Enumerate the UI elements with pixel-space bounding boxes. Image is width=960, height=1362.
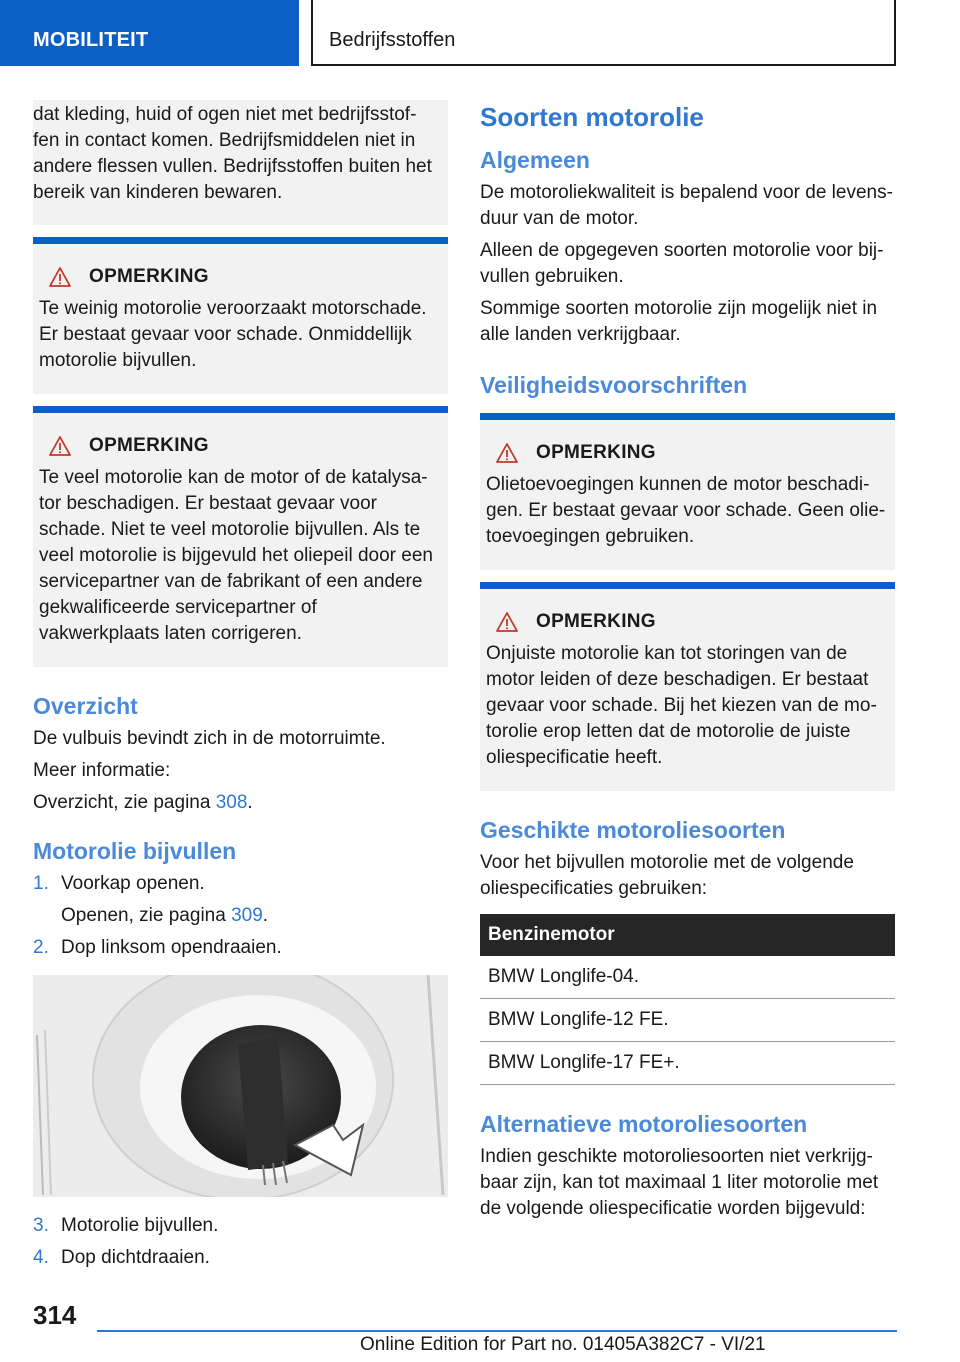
section-heading: Overzicht <box>33 693 138 719</box>
step-list <box>33 1213 448 1271</box>
warning-box <box>480 582 895 791</box>
paragraph: De motoroliekwaliteit is bepalend voor de levens-duur van de motor. <box>480 182 893 229</box>
paragraph: Meer informatie: <box>33 760 171 781</box>
overview-section <box>33 693 448 816</box>
page-number: 314 <box>33 1300 77 1330</box>
warning-icon <box>49 436 71 456</box>
warning-title: OPMERKING <box>536 442 656 463</box>
safety-section <box>480 372 895 791</box>
section-tab: MOBILITEIT <box>0 0 299 66</box>
warning-title: OPMERKING <box>89 266 209 287</box>
edition-note: Online Edition for Part no. 01405A382C7 - VI/21 <box>360 1334 766 1355</box>
page-link[interactable]: 309 <box>231 905 263 926</box>
suitable-oils-section <box>480 817 895 1085</box>
section-heading: Algemeen <box>480 147 590 173</box>
section-heading: Alternatieve motoroliesoorten <box>480 1111 808 1137</box>
table-row: BMW Longlife-12 FE. <box>480 999 895 1042</box>
oil-spec-table <box>480 914 895 1085</box>
step-number: 1. <box>33 873 49 894</box>
paragraph: Indien geschikte motoroliesoorten niet verkrijg-baar zijn, kan tot maximaal 1 liter motorolie met de volgende oliespecificatie worden bijgevuld: <box>480 1146 879 1219</box>
warning-body: Te veel motorolie kan de motor of de katalysa-tor beschadigen. Er bestaat gevaar voor schade. Niet te veel motorolie bijvullen. Als te veel motorolie is bijgevuld het oliepeil door een servicepartner van de fabrikant of een andere gekwalificeerde servicepartner of vakwerkplaats laten corrigeren. <box>39 467 433 644</box>
section-heading: Motorolie bijvullen <box>33 838 237 864</box>
warning-title: OPMERKING <box>89 435 209 456</box>
list-item: 4. Dop dichtdraaien. <box>33 1245 448 1271</box>
warning-icon <box>496 612 518 632</box>
step-number: 3. <box>33 1215 49 1236</box>
oil-cap-photo <box>33 975 448 1197</box>
warning-box <box>33 237 448 394</box>
warning-title: OPMERKING <box>536 611 656 632</box>
warning-body: Olietoevoegingen kunnen de motor beschadi-gen. Er bestaat gevaar voor schade. Geen olie-toevoegingen gebruiken. <box>486 474 886 547</box>
warning-box <box>33 406 448 667</box>
chapter-title: Bedrijfsstoffen <box>311 0 896 66</box>
table-row: BMW Longlife-04. <box>480 956 895 999</box>
table-row: BMW Longlife-17 FE+. <box>480 1042 895 1085</box>
step-list <box>33 871 448 961</box>
step-number: 2. <box>33 937 49 958</box>
page-header <box>0 0 960 66</box>
warning-body: Te weinig motorolie veroorzaakt motorschade. Er bestaat gevaar voor schade. Onmiddellijk motorolie bijvullen. <box>39 298 427 371</box>
oil-cap-illustration <box>33 975 448 1197</box>
list-item: 2. Dop linksom opendraaien. <box>33 935 448 961</box>
left-column <box>33 100 448 1277</box>
refill-section <box>33 838 448 1271</box>
alternative-oils-section <box>480 1111 895 1222</box>
general-section <box>480 147 895 348</box>
warning-box <box>480 413 895 570</box>
paragraph: Overzicht, zie pagina 308. <box>33 792 253 813</box>
paragraph: Voor het bijvullen motorolie met de volgende oliespecificaties gebruiken: <box>480 852 854 899</box>
paragraph: De vulbuis bevindt zich in de motorruimte. <box>33 728 386 749</box>
warning-body: Onjuiste motorolie kan tot storingen van de motor leiden of deze beschadigen. Er bestaat gevaar voor schade. Bij het kiezen van de mo-torolie erop letten dat de motorolie de juiste oliespecificatie heeft. <box>486 643 877 768</box>
list-item: 3. Motorolie bijvullen. <box>33 1213 448 1239</box>
right-column <box>480 100 895 1228</box>
page-title: Soorten motorolie <box>480 102 704 132</box>
step-number: 4. <box>33 1247 49 1268</box>
warning-icon <box>496 443 518 463</box>
paragraph: Alleen de opgegeven soorten motorolie voor bij-vullen gebruiken. <box>480 240 884 287</box>
lead-paragraph: dat kleding, huid of ogen niet met bedrijfsstof-fen in contact komen. Bedrijfsmiddelen niet in andere flessen vullen. Bedrijfsstoffen buiten het bereik van kinderen bewaren. <box>33 100 448 225</box>
list-item: 1. Voorkap openen. Openen, zie pagina 309. <box>33 873 269 926</box>
warning-icon <box>49 267 71 287</box>
section-heading: Veiligheidsvoorschriften <box>480 372 748 398</box>
paragraph: Sommige soorten motorolie zijn mogelijk niet in alle landen verkrijgbaar. <box>480 298 878 345</box>
page-link[interactable]: 308 <box>215 792 248 813</box>
table-header: Benzinemotor <box>480 914 895 956</box>
footer-divider <box>97 1330 897 1332</box>
section-heading: Geschikte motoroliesoorten <box>480 817 786 843</box>
